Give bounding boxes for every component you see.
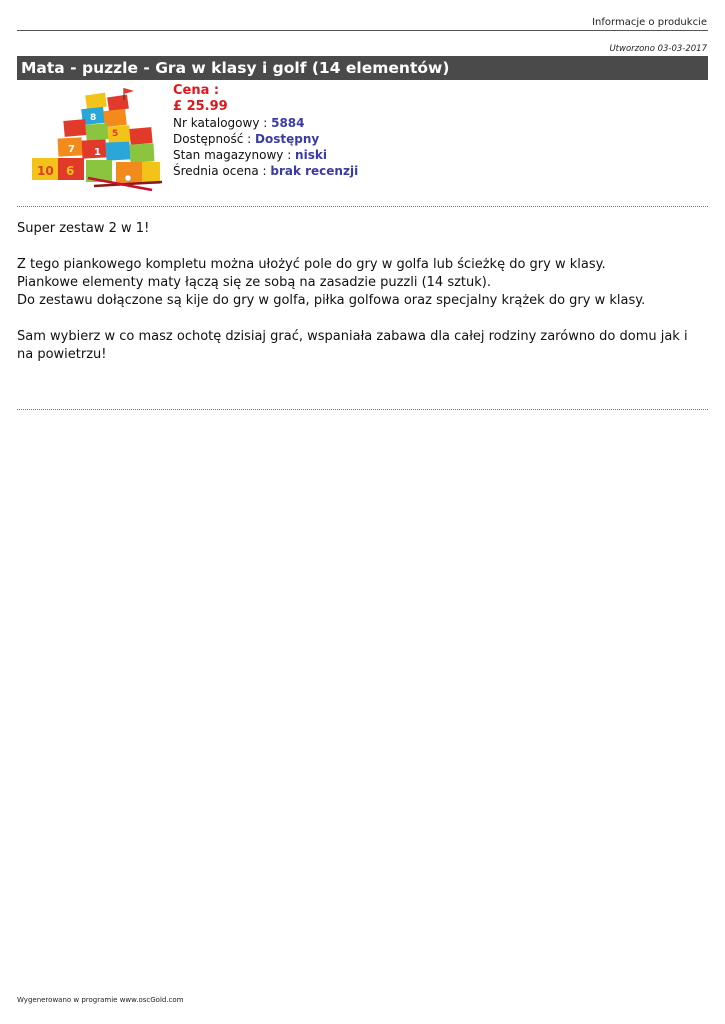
header-divider <box>17 30 708 31</box>
svg-text:6: 6 <box>66 164 75 178</box>
description-paragraph: Super zestaw 2 w 1! <box>17 221 150 236</box>
description-paragraph: Sam wybierz w co masz ochotę dzisiaj grać, wspaniała zabawa dla całej rodziny zarówno do domu jak i na powietrzu! <box>17 329 688 362</box>
product-image <box>24 86 166 196</box>
created-date: Utworzono 03-03-2017 <box>609 44 707 54</box>
availability-label: Dostępność : <box>173 132 256 146</box>
description-paragraph: Z tego piankowego kompletu można ułożyć pole do gry w golfa lub ścieżkę do gry w klasy. <box>17 257 606 272</box>
price-label: Cena : <box>173 83 220 98</box>
rating-label: Średnia ocena : <box>173 164 271 178</box>
svg-text:7: 7 <box>68 144 75 155</box>
product-info <box>173 83 358 179</box>
svg-text:5: 5 <box>112 129 119 139</box>
puzzle-mat-illustration <box>32 88 162 190</box>
product-title: Mata - puzzle - Gra w klasy i golf (14 elementów) <box>17 56 708 80</box>
product-description <box>17 220 697 364</box>
availability-value: Dostępny <box>255 132 320 146</box>
section-label: Informacje o produkcie <box>592 17 707 28</box>
rating-value: brak recenzji <box>270 164 359 178</box>
catalog-number-value: 5884 <box>271 116 305 130</box>
divider-top <box>17 206 708 207</box>
price-value: £ 25.99 <box>173 99 228 114</box>
stock-label: Stan magazynowy : <box>173 148 296 162</box>
catalog-number-row <box>173 115 358 131</box>
svg-text:1: 1 <box>94 147 101 158</box>
catalog-number-label: Nr katalogowy : <box>173 116 272 130</box>
rating-row <box>173 163 358 179</box>
description-paragraph: Do zestawu dołączone są kije do gry w golfa, piłka golfowa oraz specjalny krążek do gry w klasy. <box>17 293 646 308</box>
divider-bottom <box>17 409 708 410</box>
footer-generator: Wygenerowano w programie www.oscGold.com <box>17 996 184 1004</box>
stock-row <box>173 147 358 163</box>
stock-value: niski <box>295 148 327 162</box>
description-paragraph: Piankowe elementy maty łączą się ze sobą na zasadzie puzzli (14 sztuk). <box>17 275 492 290</box>
availability-row <box>173 131 358 147</box>
svg-text:10: 10 <box>37 164 54 178</box>
svg-text:8: 8 <box>90 113 97 123</box>
